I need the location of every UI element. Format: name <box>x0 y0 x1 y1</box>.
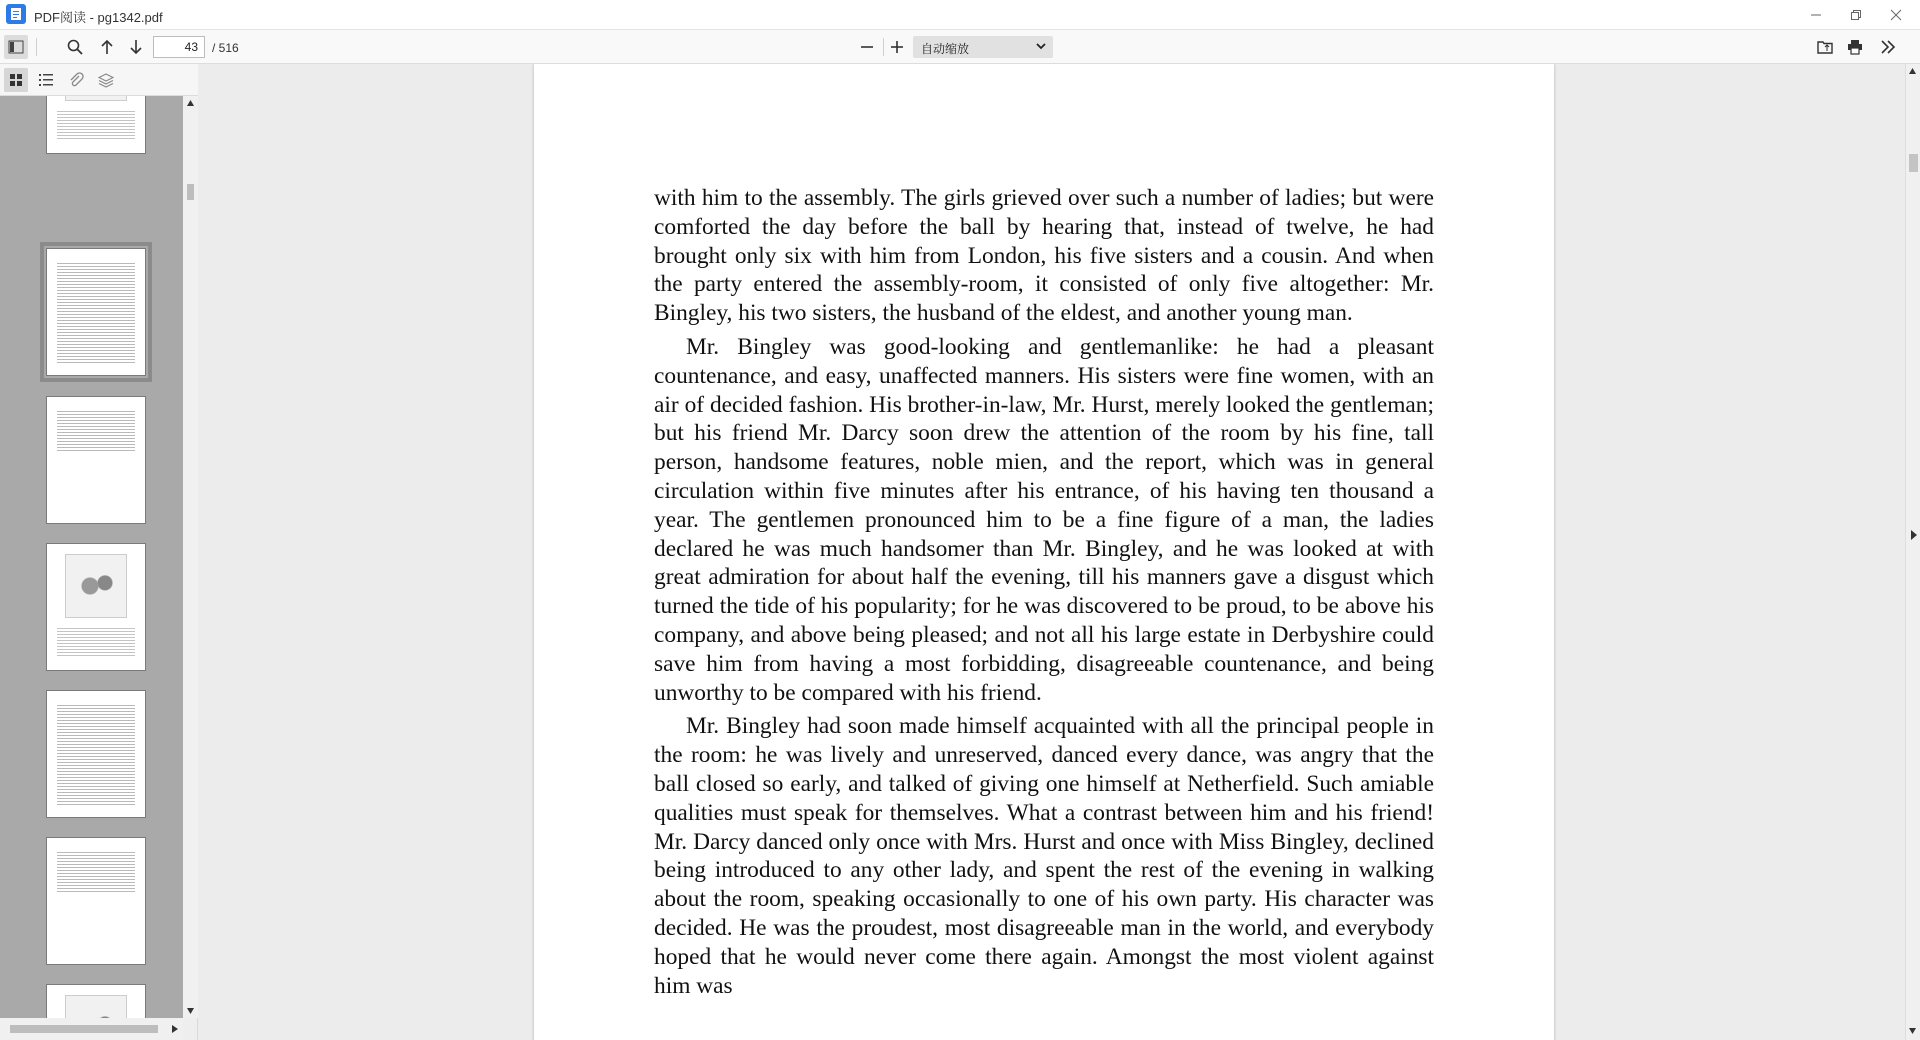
thumbnail-text <box>57 850 135 894</box>
thumbnail-text <box>57 109 135 141</box>
paragraph: Mr. Bingley had soon made himself acquainted with all the principal people in the room: he was lively and unreserved, danced every dance, was angry that the ball closed so early, and talked of giving one himself at Netherfield. Such amiable qualities must speak for themselves. What a contrast between him and his friend! Mr. Darcy danced only once with Mrs. Hurst and once with Miss Bingley, declined being introduced to any other lady, and spent the rest of the evening in walking about the room, speaking occasionally to one of his own party. His character was decided. He was the proudest, most disagreeable man in the world, and everybody hoped that he would never come there again. Amongst the most violent against him was <box>654 713 1434 999</box>
page-thumbnail-selected[interactable] <box>46 248 146 376</box>
previous-page-button[interactable] <box>95 35 119 59</box>
document-vertical-scrollbar[interactable] <box>1905 64 1920 1040</box>
sidebar-vertical-scrollbar[interactable] <box>183 96 198 1018</box>
sidebar-tabs <box>0 64 198 96</box>
scroll-up-arrow-icon[interactable] <box>1909 68 1916 74</box>
open-file-button[interactable] <box>1813 35 1837 59</box>
zoom-select[interactable] <box>913 36 1053 58</box>
toggle-sidebar-button[interactable] <box>4 35 28 59</box>
tab-layers[interactable] <box>94 68 118 92</box>
minimize-icon <box>1810 9 1822 21</box>
sidebar-hscroll-thumb[interactable] <box>10 1025 158 1033</box>
more-tools-button[interactable] <box>1876 35 1900 59</box>
page-count: / 516 <box>212 41 239 55</box>
app-icon <box>6 4 26 24</box>
title-bar <box>0 0 1920 30</box>
toolbar-separator <box>36 38 37 56</box>
page-thumbnail[interactable] <box>46 96 146 154</box>
sidebar-horizontal-scrollbar[interactable] <box>0 1018 183 1040</box>
window-title: PDF阅读 - pg1342.pdf <box>34 10 163 25</box>
page-number-input[interactable] <box>153 36 205 58</box>
toolbar <box>0 30 1920 64</box>
thumbnail-illustration <box>65 96 127 101</box>
thumbnail-text <box>57 261 135 363</box>
thumbnail-text <box>57 703 135 805</box>
tab-outline[interactable] <box>34 68 58 92</box>
pdf-page <box>534 64 1554 1040</box>
zoom-out-button[interactable] <box>855 35 879 59</box>
page-thumbnail[interactable] <box>46 396 146 524</box>
open-file-icon <box>1817 39 1833 55</box>
page-text <box>654 184 1434 1005</box>
tab-attachments[interactable] <box>64 68 88 92</box>
paperclip-icon <box>68 72 84 88</box>
thumbnail-illustration <box>65 554 127 618</box>
close-icon <box>1890 9 1902 21</box>
document-viewer[interactable] <box>198 64 1905 1040</box>
thumbnail-text <box>57 409 135 453</box>
sidebar-toggle-icon <box>8 40 24 54</box>
chevron-down-icon <box>1035 40 1047 52</box>
restore-icon <box>1850 9 1862 21</box>
arrow-up-icon <box>99 39 115 55</box>
thumbnail-text <box>57 626 135 658</box>
page-thumbnail[interactable] <box>46 690 146 818</box>
plus-icon <box>890 40 904 54</box>
document-scroll-thumb[interactable] <box>1909 154 1918 172</box>
minus-icon <box>860 40 874 54</box>
grid-icon <box>9 73 23 87</box>
scroll-down-arrow-icon[interactable] <box>1909 1028 1916 1034</box>
paragraph: with him to the assembly. The girls grieved over such a number of ladies; but were comforted the day before the ball by hearing that, instead of twelve, he had brought only six with him from London, his five sisters and a cousin. And when the party entered the assembly-room, it consisted of only five altogether: Mr. Bingley, his two sisters, the husband of the eldest, and another young man. <box>654 185 1434 327</box>
page-thumbnail[interactable] <box>46 984 146 1018</box>
next-page-button[interactable] <box>124 35 148 59</box>
search-button[interactable] <box>63 35 87 59</box>
thumbnail-illustration <box>65 995 127 1018</box>
layers-icon <box>98 72 114 88</box>
sidebar-scroll-thumb[interactable] <box>187 184 194 200</box>
minimize-button[interactable] <box>1796 0 1836 30</box>
zoom-select-value: 自动缩放 <box>921 42 970 56</box>
close-button[interactable] <box>1876 0 1916 30</box>
page-thumbnail[interactable] <box>46 543 146 671</box>
zoom-in-button[interactable] <box>885 35 909 59</box>
print-button[interactable] <box>1843 35 1867 59</box>
search-icon <box>67 39 83 55</box>
toolbar-separator <box>883 38 884 56</box>
print-icon <box>1847 39 1863 55</box>
restore-button[interactable] <box>1836 0 1876 30</box>
paragraph: Mr. Bingley was good-looking and gentlemanlike: he had a pleasant countenance, and easy, unaffected manners. His sisters were fine women, with an air of decided fashion. His brother-in-law, Mr. Hurst, merely looked the gentleman; but his friend Mr. Darcy soon drew the attention of the room by his fine, tall person, handsome features, noble mien, and the report, which was in general circulation within five minutes after his entrance, of his having ten thousand a year. The gentlemen pronounced him to be a fine figure of a man, the ladies declared he was much handsomer than Mr. Bingley, and he was looked at with great admiration for about half the evening, till his manners gave a disgust which turned the tide of his popularity; for he was discovered to be proud, to be above his company, and above being pleased; and not all his large estate in Derbyshire could save him from having a most forbidding, disagreeable countenance, and being unworthy to be compared with his friend. <box>654 333 1434 706</box>
scroll-right-arrow-icon[interactable] <box>172 1025 178 1033</box>
panel-expand-arrow-icon[interactable] <box>1911 530 1917 540</box>
double-chevron-right-icon <box>1880 39 1896 55</box>
thumbnail-list <box>0 96 183 1018</box>
arrow-down-icon <box>128 39 144 55</box>
list-icon <box>38 73 54 87</box>
scroll-down-arrow-icon[interactable] <box>187 1008 194 1014</box>
scroll-up-arrow-icon[interactable] <box>187 100 194 106</box>
tab-thumbnails[interactable] <box>4 68 28 92</box>
page-thumbnail[interactable] <box>46 837 146 965</box>
sidebar <box>0 64 198 1040</box>
